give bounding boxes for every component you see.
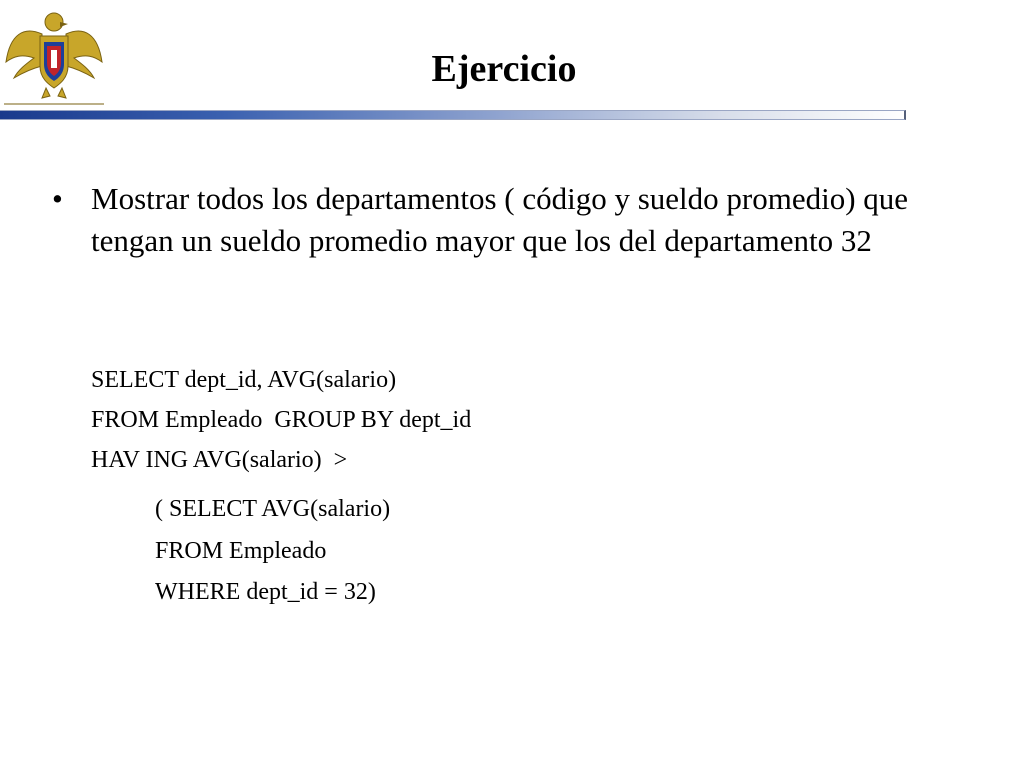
- code-line-4: ( SELECT AVG(salario): [155, 496, 391, 522]
- code-line-6: WHERE dept_id = 32): [155, 579, 376, 605]
- code-line-1: SELECT dept_id, AVG(salario): [91, 367, 397, 393]
- bullet-symbol: •: [52, 181, 63, 216]
- code-line-2: FROM Empleado GROUP BY dept_id: [91, 407, 472, 433]
- bullet-text: Mostrar todos los departamentos ( código y sueldo promedio) que tengan un sueldo promedio mayor que los del departamento 32: [91, 181, 909, 258]
- code-line-3: HAV ING AVG(salario) >: [91, 447, 348, 473]
- code-line-5: FROM Empleado: [155, 538, 327, 564]
- slide-title: Ejercicio: [431, 48, 577, 90]
- bullet-item: [52, 178, 972, 262]
- title-divider: [0, 110, 906, 120]
